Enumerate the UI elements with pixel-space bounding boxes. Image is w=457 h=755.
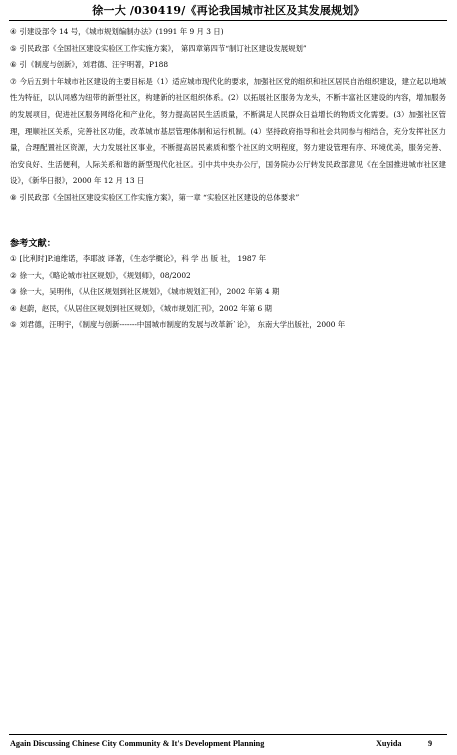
reference-number: ③ (10, 287, 17, 297)
reference-number: ④ (10, 303, 17, 313)
references-heading: 参考文献： (10, 238, 56, 249)
reference-text: 赵蔚，赵民，《从居住区规划到社区规划》，《城市规划汇刊》，2002 年第 6 期 (19, 303, 272, 313)
footer-rule (9, 734, 447, 735)
page-footer (10, 739, 436, 753)
reference-item (10, 251, 446, 268)
endnote (10, 24, 446, 41)
reference-number: ① (10, 254, 17, 263)
endnote-number: ⑤ (10, 43, 17, 53)
endnote-number: ⑥ (10, 60, 17, 70)
endnote-number: ④ (10, 27, 17, 36)
endnote (10, 41, 446, 58)
endnote-number: ⑧ (10, 192, 17, 202)
endnote-text: 引建设部令 14 号，《城市规划编制办法》(1991 年 9 月 3 日) (19, 27, 224, 36)
references-list (10, 251, 446, 334)
reference-item (10, 301, 446, 318)
reference-item (10, 317, 446, 334)
footer-author: Xuyida (376, 739, 402, 748)
endnote-text: 引民政部《全国社区建设实验区工作实施方案》，第一章 “实验区社区建设的总体要求” (19, 192, 300, 202)
endnotes (10, 24, 446, 207)
endnote-number: ⑦ (10, 76, 17, 86)
reference-text: 徐一大，吴明伟，《从住区规划到社区规划》，《城市规划汇刊》，2002 年第 4 期 (19, 287, 280, 297)
page-header: 徐一大 /030419/《再论我国城市社区及其发展规划》 (92, 4, 365, 17)
reference-text: 刘君德，汪明宇，《制度与创新-------中国城市制度的发展与改革新`论》， 东南大学出版社，2000 年 (19, 320, 346, 330)
endnote (10, 74, 446, 190)
footer-title: Again Discussing Chinese City Community & It's Development Planning (10, 739, 265, 748)
reference-text: [比利时]P.迪维诺，李耶波 译著，《生态学概论》，科 学 出 版 社， 1987 年 (19, 254, 267, 263)
endnote-text: 今后五到十年城市社区建设的主要目标是（1）适应城市现代化的要求，加强社区党的组织和社区居民自治组织建设，建立起以地域性为特征，以认同感为纽带的新型社区，构建新的社区组织体系。(2）以拓展社区服务为龙头，不断丰富社区建设的内容，增加服务的发展项目，促进社区服务网络化和产业化，努力提高居民生活质量，不断满足人民群众日益增长的物质文化需要。(3）加强社区管理，理顺社区关系，完善社区功能，改革城市基层管理体制和运行机制。(4）坚持政府指导和社会共同参与相结合，充分发挥社区力量，合理配置社区资源，大力发展社区事业，不断提高居民素质和整个社区的文明程度，努力建设管理有序、环境优美，服务完善、治安良好、生活便利，人际关系和谐的新型现代化社区。引中共中央办公厅，国务院办公厅转发民政部意见《在全国推进城市社区建设》，《新华日报》，2000 年 12 月 13 日 (10, 76, 446, 186)
reference-item (10, 284, 446, 301)
reference-item (10, 268, 446, 285)
endnote (10, 190, 446, 207)
reference-number: ② (10, 270, 17, 280)
endnote (10, 57, 446, 74)
endnote-text: 引《制度与创新》，刘君德、汪宇明著，P188 (19, 60, 169, 70)
reference-number: ⑤ (10, 320, 17, 330)
header-rule (9, 20, 447, 21)
reference-text: 徐一大，《略论城市社区规划》，《规划师》，08/2002 (19, 270, 191, 280)
page-number: 9 (428, 739, 433, 748)
endnote-text: 引民政部《全国社区建设实验区工作实施方案》， 第四章第四节“制订社区建设发展规划” (19, 43, 307, 53)
